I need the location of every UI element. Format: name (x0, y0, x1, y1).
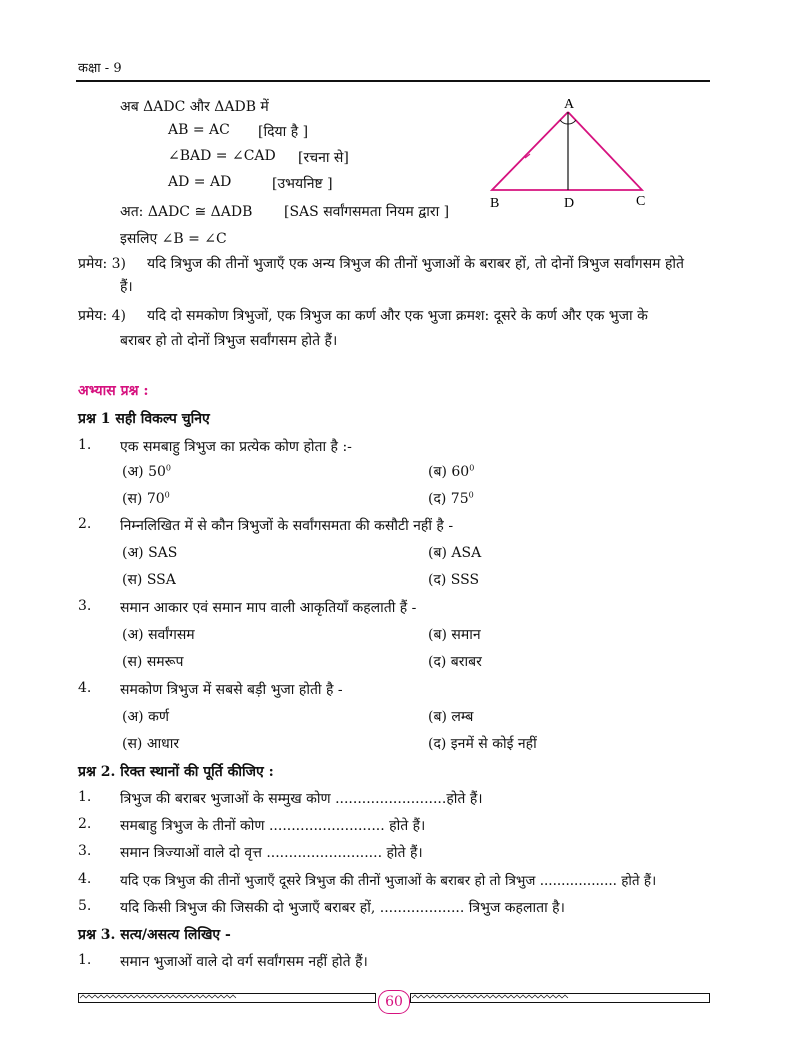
proof-line-4: AD = AD (168, 174, 232, 190)
proof-line-5-note: [SAS सर्वांगसमता नियम द्वारा ] (284, 204, 450, 220)
option-text: (द) 75 (428, 491, 469, 507)
q1-item-3-number: 3. (78, 598, 92, 614)
q1-item-1-number: 1. (78, 437, 92, 453)
q1-item-1-option-d (428, 489, 474, 508)
proof-line-6: इसलिए ∠B = ∠C (120, 231, 227, 247)
q3-title: प्रश्न 3. सत्य/असत्य लिखिए - (78, 927, 231, 943)
q2-item-3-number: 3. (78, 843, 92, 859)
proof-line-5: अत: ΔADC ≅ ΔADB (120, 204, 253, 220)
proof-line-1: अब ΔADC और ΔADB में (120, 99, 269, 115)
theorem-4-cont: बराबर हो तो दोनों त्रिभुज सर्वांगसम होते हैं। (120, 333, 338, 349)
degree-sup: 0 (468, 490, 474, 500)
proof-line-3: ∠BAD = ∠CAD (168, 148, 276, 164)
q1-item-2-option-a: (अ) SAS (122, 545, 178, 561)
q1-item-1-text: एक समबाहु त्रिभुज का प्रत्येक कोण होता है :- (120, 439, 352, 455)
theorem-4-text: यदि दो समकोण त्रिभुजों, एक त्रिभुज का कर्ण और एक भुजा क्रमश: दूसरे के कर्ण और एक भुजा के (147, 308, 648, 324)
degree-sup: 0 (165, 463, 171, 473)
degree-sup: 0 (164, 490, 170, 500)
q1-item-3-option-d: (द) बराबर (428, 654, 482, 670)
q1-item-2-text: निम्नलिखित में से कौन त्रिभुजों के सर्वांगसमता की कसौटी नहीं है - (120, 518, 454, 534)
header-rule (76, 80, 710, 82)
footer-border-left (78, 993, 376, 1003)
q2-item-5-number: 5. (78, 898, 92, 914)
q1-item-4-option-a: (अ) कर्ण (122, 709, 169, 725)
exercise-title: अभ्यास प्रश्न : (78, 383, 149, 399)
q1-item-2-option-c: (स) SSA (122, 572, 176, 588)
proof-line-2-note: [दिया है ] (258, 124, 309, 140)
q1-item-2-option-d: (द) SSS (428, 572, 480, 588)
vertex-d-label: D (564, 196, 575, 211)
q2-item-4-number: 4. (78, 871, 92, 887)
q2-item-3-text: समान त्रिज्याओं वाले दो वृत्त .......................... होते हैं। (120, 845, 423, 861)
q1-item-3-option-a: (अ) सर्वांगसम (122, 627, 195, 643)
q1-item-2-option-b: (ब) ASA (428, 545, 482, 561)
theorem-4-label: प्रमेय: 4) (78, 308, 126, 324)
q1-item-3-text: समान आकार एवं समान माप वाली आकृतियाँ कहलाती हैं - (120, 600, 417, 616)
q2-item-2-number: 2. (78, 816, 92, 832)
option-text: (अ) 50 (122, 464, 166, 480)
class-label: कक्षा - 9 (78, 61, 122, 76)
q1-item-4-option-d: (द) इनमें से कोई नहीं (428, 736, 537, 752)
theorem-3-cont: हैं। (120, 279, 133, 295)
q1-item-1-option-c (122, 489, 170, 508)
q3-item-1-number: 1. (78, 952, 92, 968)
q1-item-4-option-b: (ब) लम्ब (428, 709, 474, 725)
proof-line-4-note: [उभयनिष्ट ] (272, 176, 333, 192)
q1-item-4-number: 4. (78, 680, 92, 696)
q3-item-1-text: समान भुजाओं वाले दो वर्ग सर्वांगसम नहीं होते हैं। (120, 954, 368, 970)
footer-border-right (410, 993, 710, 1003)
page-number: 60 (378, 990, 410, 1014)
vertex-b-label: B (490, 196, 500, 211)
option-text: (ब) 60 (428, 464, 470, 480)
proof-line-2: AB = AC (168, 122, 230, 138)
q1-item-1-option-a (122, 462, 171, 481)
q1-item-1-option-b (428, 462, 474, 481)
vertex-a-label: A (564, 97, 575, 112)
q1-item-4-option-c: (स) आधार (122, 736, 180, 752)
q2-item-4-text: यदि एक त्रिभुज की तीनों भुजाएँ दूसरे त्रिभुज की तीनों भुजाओं के बराबर हो तो त्रिभुज .................. होते हैं। (120, 873, 657, 889)
q2-title: प्रश्न 2. रिक्त स्थानों की पूर्ति कीजिए : (78, 764, 274, 780)
q1-item-4-text: समकोण त्रिभुज में सबसे बड़ी भुजा होती है - (120, 682, 343, 698)
q1-item-3-option-c: (स) समरूप (122, 654, 184, 670)
q2-item-2-text: समबाहु त्रिभुज के तीनों कोण .......................... होते हैं। (120, 818, 426, 834)
theorem-3-text: यदि त्रिभुज की तीनों भुजाएँ एक अन्य त्रिभुज की तीनों भुजाओं के बराबर हों, तो दोनों त्रिभुज सर्वांगसम होते (147, 256, 685, 272)
triangle-figure (480, 92, 660, 212)
q2-item-1-text: त्रिभुज की बराबर भुजाओं के सम्मुख कोण .........................होते हैं। (120, 791, 483, 807)
q2-item-1-number: 1. (78, 789, 92, 805)
option-text: (स) 70 (122, 491, 165, 507)
theorem-3-label: प्रमेय: 3) (78, 256, 126, 272)
proof-line-3-note: [रचना से] (298, 150, 349, 166)
q1-title: प्रश्न 1 सही विकल्प चुनिए (78, 411, 210, 427)
vertex-c-label: C (636, 194, 646, 209)
q1-item-2-number: 2. (78, 516, 92, 532)
degree-sup: 0 (469, 463, 475, 473)
q1-item-3-option-b: (ब) समान (428, 627, 481, 643)
q2-item-5-text: यदि किसी त्रिभुज की जिसकी दो भुजाएँ बराबर हों, ................... त्रिभुज कहलाता है। (120, 900, 565, 916)
